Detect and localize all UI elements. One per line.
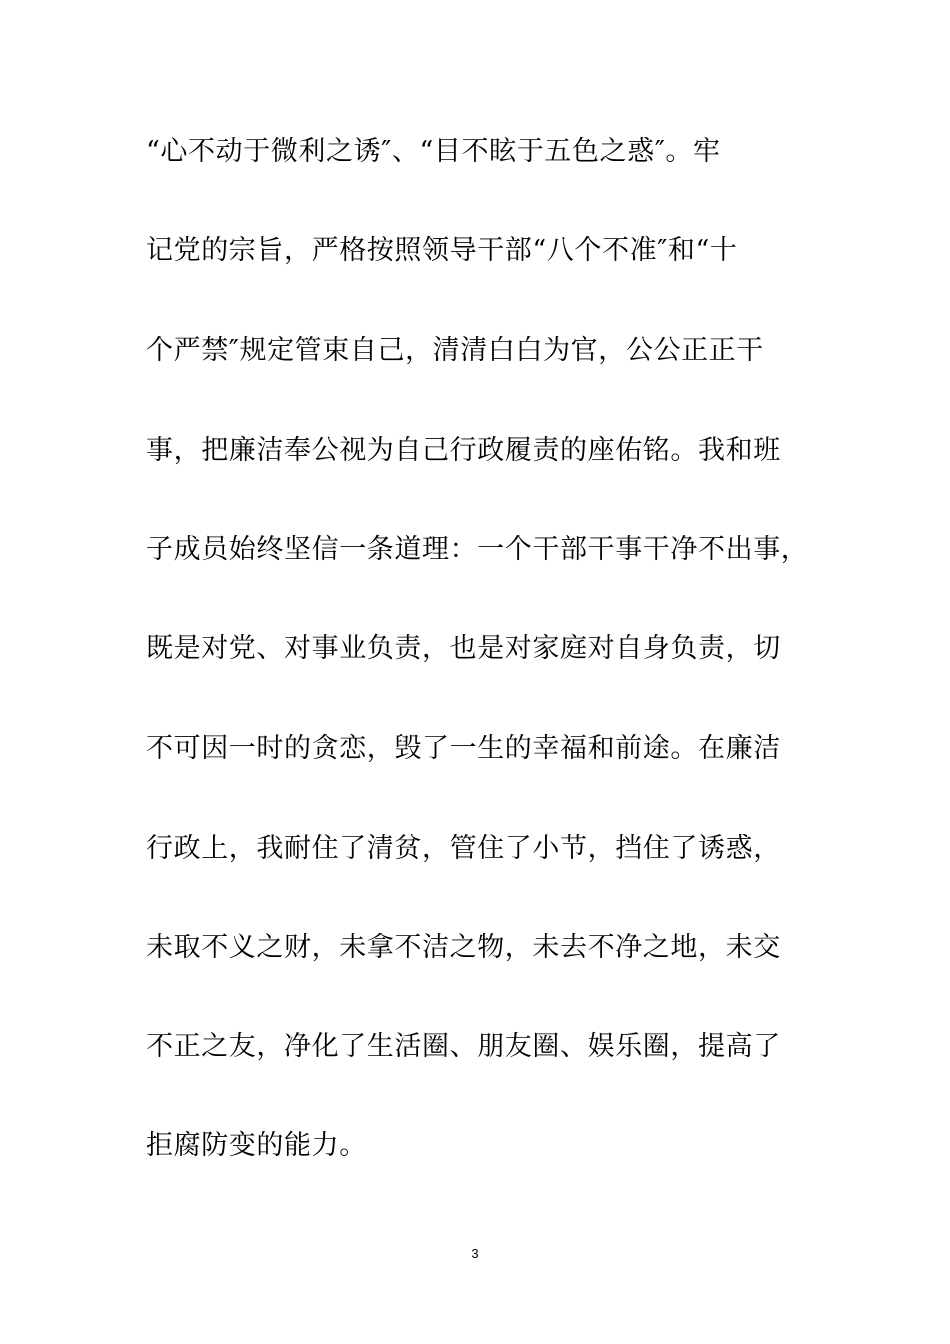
paragraph-line-3: 个严禁″规定管束自己，清清白白为官，公公正正干 xyxy=(146,335,764,366)
paragraph-line-6: 既是对党、对事业负责，也是对家庭对自身负责，切 xyxy=(146,633,781,664)
paragraph-line-2: 记党的宗旨，严格按照领导干部“八个不准″和“十 xyxy=(146,235,738,266)
paragraph-line-5: 子成员始终坚信一条道理：一个干部干事干净不出事， xyxy=(146,534,809,565)
paragraph-line-9: 未取不义之财，未拿不洁之物，未去不净之地，未交 xyxy=(146,932,781,963)
paragraph-line-7: 不可因一时的贪恋，毁了一生的幸福和前途。在廉洁 xyxy=(146,733,781,764)
paragraph-line-8: 行政上，我耐住了清贫，管住了小节，挡住了诱惑， xyxy=(146,833,781,864)
paragraph-line-4: 事，把廉洁奉公视为自己行政履责的座佑铭。我和班 xyxy=(146,435,781,466)
page-number: 3 xyxy=(471,1246,479,1261)
paragraph-line-1: “心不动于微利之诱″、“目不眩于五色之惑″。牢 xyxy=(146,136,721,167)
paragraph-line-11: 拒腐防变的能力。 xyxy=(146,1130,367,1161)
paragraph-line-10: 不正之友，净化了生活圈、朋友圈、娱乐圈，提高了 xyxy=(146,1031,781,1062)
